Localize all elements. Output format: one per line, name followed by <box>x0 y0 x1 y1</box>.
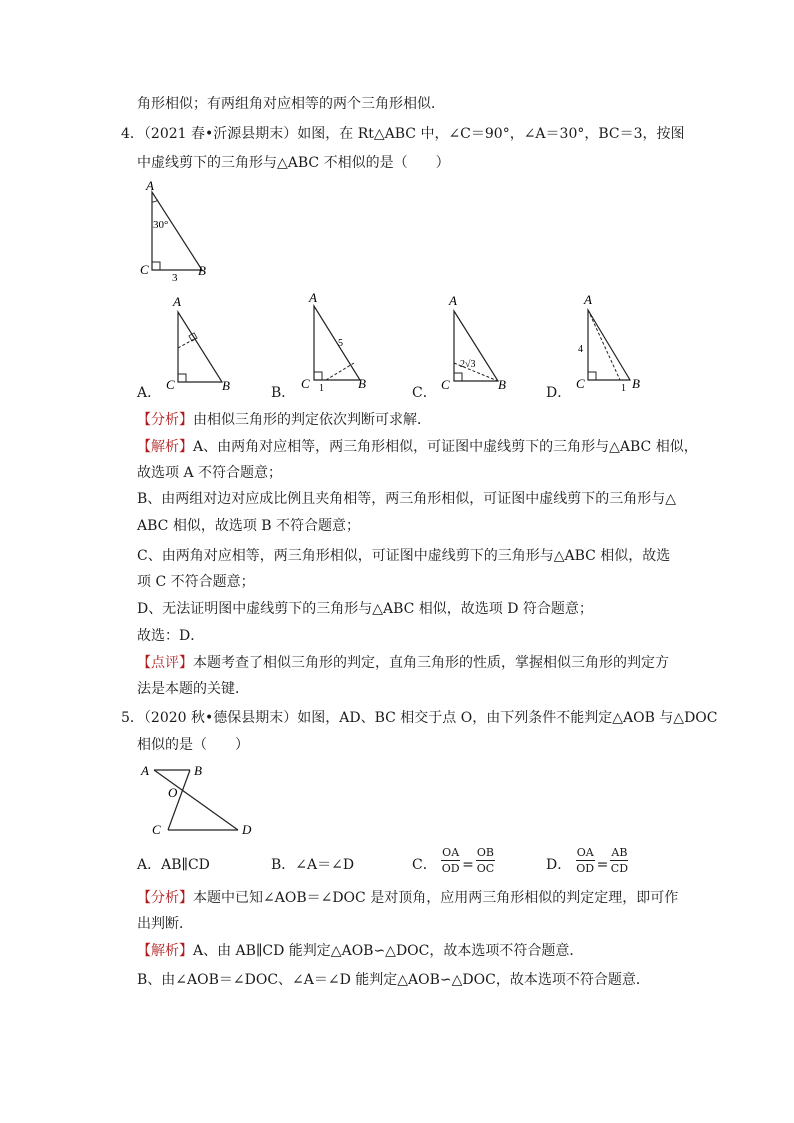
q5-option-b[interactable]: B．∠A＝∠D <box>271 857 355 873</box>
q4-main-label-b: B <box>198 263 206 278</box>
q4-analysis-tag: 【分析】 <box>137 412 193 428</box>
q4-comment2: 法是本题的关键． <box>137 681 249 697</box>
q4-comment-tag: 【点评】 <box>137 655 193 671</box>
q5-analysis1 <box>137 888 678 908</box>
q5-option-d-num1: OA <box>576 846 594 859</box>
q4-solution-c2: 项 C 不符合题意； <box>137 574 255 590</box>
q5-analysis-tag: 【分析】 <box>137 890 193 906</box>
q4-c-label-b: B <box>498 377 506 392</box>
q4-main-figure <box>130 178 220 283</box>
q5-solution-a <box>137 941 583 961</box>
q4-comment1-text: 本题考查了相似三角形的判定，直角三角形的性质，掌握相似三角形的判定方 <box>193 655 669 671</box>
q4-main-side: 3 <box>172 272 178 283</box>
q4-analysis-text: 由相似三角形的判定依次判断可求解． <box>193 412 431 428</box>
q4-option-b-label[interactable]: B． <box>271 385 296 401</box>
q5-option-c-frac1 <box>441 845 460 876</box>
q5-label-c: C <box>152 822 161 837</box>
q5-label-d: D <box>242 822 252 837</box>
q5-option-d-equals: = <box>596 857 609 873</box>
q5-solution-b: B、由∠AOB＝∠DOC、∠A＝∠D 能判定△AOB∽△DOC，故本选项不符合题意． <box>137 972 650 988</box>
q4-option-d-figure[interactable] <box>574 290 654 394</box>
q4-d-num-4: 4 <box>578 344 583 355</box>
q4-main-label-c: C <box>140 262 149 277</box>
q4-main-label-a: A <box>146 178 154 193</box>
q5-solution-a-text: A、由 AB∥CD 能判定△AOB∽△DOC，故本选项不符合题意． <box>193 943 584 959</box>
q4-solution-c1: C、由两角对应相等，两三角形相似，可证图中虚线剪下的三角形与△ABC 相似，故选 <box>137 548 671 564</box>
q4-stem-line2: 中虚线剪下的三角形与△ABC 不相似的是（ ） <box>137 155 450 171</box>
q5-option-c-num2: OB <box>476 846 494 859</box>
q5-option-c-frac2 <box>476 845 495 876</box>
q4-solution-d: D、无法证明图中虚线剪下的三角形与△ABC 相似，故选项 D 符合题意； <box>137 601 593 617</box>
q4-a-label-b: B <box>222 378 230 393</box>
q4-option-c-figure[interactable] <box>436 291 516 395</box>
q4-b-num-5: 5 <box>338 338 343 349</box>
q4-b-label-a: A <box>309 290 317 305</box>
q4-c-num: 2√3 <box>460 359 476 370</box>
q4-option-a-figure[interactable] <box>160 292 240 396</box>
q5-stem-line1: 5．（2020 秋•德保县期末）如图，AD、BC 相交于点 O，由下列条件不能判定△AOB 与△DOC <box>121 710 718 726</box>
q5-option-c[interactable] <box>412 845 495 876</box>
q4-choice: 故选：D． <box>137 628 205 644</box>
q5-option-c-equals: = <box>462 857 474 873</box>
q5-option-c-num1: OA <box>442 846 460 859</box>
q5-option-d[interactable] <box>546 845 628 876</box>
q4-b-label-b: B <box>358 376 366 391</box>
q5-option-c-den2: OC <box>476 862 495 875</box>
q5-option-d-num2: AB <box>611 846 628 859</box>
q4-d-num-1: 1 <box>621 383 626 394</box>
q5-option-d-frac2 <box>610 845 628 876</box>
q4-stem-line1: 4．（2021 春•沂源县期末）如图，在 Rt△ABC 中，∠C＝90°，∠A＝30°，BC＝3，按图 <box>121 126 685 142</box>
q5-solution-tag: 【解析】 <box>137 943 193 959</box>
q4-d-label-c: C <box>576 376 585 391</box>
q5-option-d-den1: OD <box>576 862 595 875</box>
q4-main-angle: 30° <box>153 219 169 231</box>
q5-analysis1-text: 本题中已知∠AOB＝∠DOC 是对顶角，应用两三角形相似的判定定理，即可作 <box>193 890 679 906</box>
q4-d-label-b: B <box>632 376 640 391</box>
q4-b-label-c: C <box>301 376 310 391</box>
q5-option-d-den2: CD <box>610 862 629 875</box>
q4-a-label-a: A <box>173 294 181 309</box>
q5-option-d-label: D． <box>546 857 572 873</box>
q5-option-c-label: C． <box>412 857 437 873</box>
q4-solution-a1 <box>137 437 698 457</box>
q5-figure <box>138 760 268 840</box>
q4-option-c-label[interactable]: C． <box>412 385 437 401</box>
q4-option-d-label[interactable]: D． <box>546 385 572 401</box>
q5-label-o: O <box>168 785 178 800</box>
q4-d-label-a: A <box>584 292 592 307</box>
q4-analysis <box>137 410 431 430</box>
q4-option-a-label[interactable]: A． <box>137 385 162 401</box>
q5-stem-line2: 相似的是（ ） <box>137 737 249 753</box>
q5-label-b: B <box>194 763 202 778</box>
q5-option-a[interactable]: A．AB∥CD <box>137 857 210 873</box>
q4-b-num-1: 1 <box>319 383 324 394</box>
q4-solution-a2: 故选项 A 不符合题意； <box>137 465 283 481</box>
q4-solution-a1-text: A、由两角对应相等，两三角形相似，可证图中虚线剪下的三角形与△ABC 相似， <box>193 439 698 455</box>
q4-c-label-c: C <box>441 377 450 392</box>
q5-analysis2: 出判断． <box>137 916 193 932</box>
q3-tail: 角形相似；有两组角对应相等的两个三角形相似． <box>137 96 445 112</box>
q5-label-a: A <box>141 763 149 778</box>
q4-solution-b2: ABC 相似，故选项 B 不符合题意； <box>137 518 361 534</box>
q4-c-label-a: A <box>449 293 457 308</box>
q4-solution-tag: 【解析】 <box>137 439 193 455</box>
q5-option-c-den1: OD <box>441 862 460 875</box>
q4-a-label-c: C <box>166 377 175 392</box>
q4-comment1 <box>137 653 669 673</box>
q4-option-b-figure[interactable] <box>296 288 376 394</box>
q4-solution-b1: B、由两组对边对应成比例且夹角相等，两三角形相似，可证图中虚线剪下的三角形与△ <box>137 491 677 507</box>
q5-option-d-frac1 <box>576 845 595 876</box>
